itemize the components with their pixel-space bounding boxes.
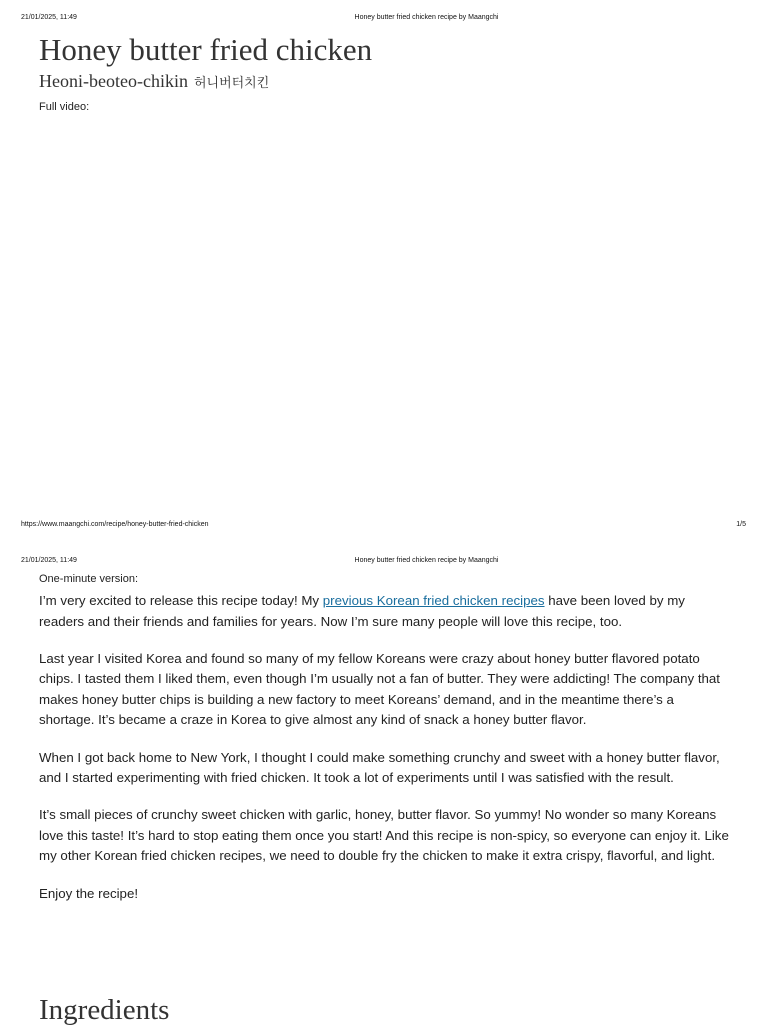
recipe-subtitle — [39, 69, 269, 96]
ingredients-heading: Ingredients — [39, 994, 170, 1026]
print-page-number: 1/5 — [736, 521, 746, 528]
intro-paragraph: I’m very excited to release this recipe today! My previous Korean fried chicken recipes have been loved by my readers and their friends and families for years. Now I’m sure many people will love this recipe, too. — [39, 593, 685, 629]
print-footer-page-1 — [0, 519, 768, 531]
print-url: https://www.maangchi.com/recipe/honey-butter-fried-chicken — [21, 521, 209, 528]
recipe-title: Honey butter fried chicken — [39, 32, 373, 67]
intro-paragraph: When I got back home to New York, I thought I could make something crunchy and sweet with a honey butter flavor, and I started experimenting with fried chicken. It took a lot of experiments until I was satisfied with the result. — [39, 749, 720, 786]
intro-paragraph: It’s small pieces of crunchy sweet chicken with garlic, honey, butter flavor. So yummy! No wonder so many Koreans love this taste! It’s hard to stop eating them once you start! And this recipe is non-spicy, so everyone can enjoy it. Like my other Korean fried chicken recipes, we need to double fry the chicken to make it extra crispy, flavorful, and light. — [39, 807, 729, 864]
previous-fried-chicken-recipes-link[interactable]: previous Korean fried chicken recipes — [322, 593, 545, 608]
full-video-embed[interactable] — [39, 118, 729, 510]
print-datetime: 21/01/2025, 11:49 — [21, 557, 77, 564]
print-page-title: Honey butter fried chicken recipe by Maangchi — [354, 14, 499, 21]
intro-paragraph: Last year I visited Korea and found so many of my fellow Koreans were crazy about honey butter flavored potato chips. I tasted them I liked them, even though I’m usually not a fan of butter. They were addicting! The company that makes honey butter chips is building a new factory to meet Koreans’ demand, and in the meantime there’s a shortage. It’s became a craze in Korea to give almost any kind of snack a honey butter flavor. — [39, 650, 720, 728]
intro-paragraph: Enjoy the recipe! — [39, 885, 139, 901]
korean-name: 허니버터치킨 — [193, 76, 270, 91]
print-datetime: 21/01/2025, 11:49 — [21, 14, 77, 21]
print-header-page-2 — [0, 555, 768, 567]
print-page-title: Honey butter fried chicken recipe by Maangchi — [354, 557, 499, 564]
one-minute-video-label: One-minute version: — [39, 573, 139, 585]
print-header-page-1 — [0, 12, 768, 24]
full-video-label: Full video: — [39, 101, 90, 113]
romanized-name: Heoni-beoteo-chikin — [39, 71, 188, 91]
recipe-intro — [39, 591, 729, 921]
